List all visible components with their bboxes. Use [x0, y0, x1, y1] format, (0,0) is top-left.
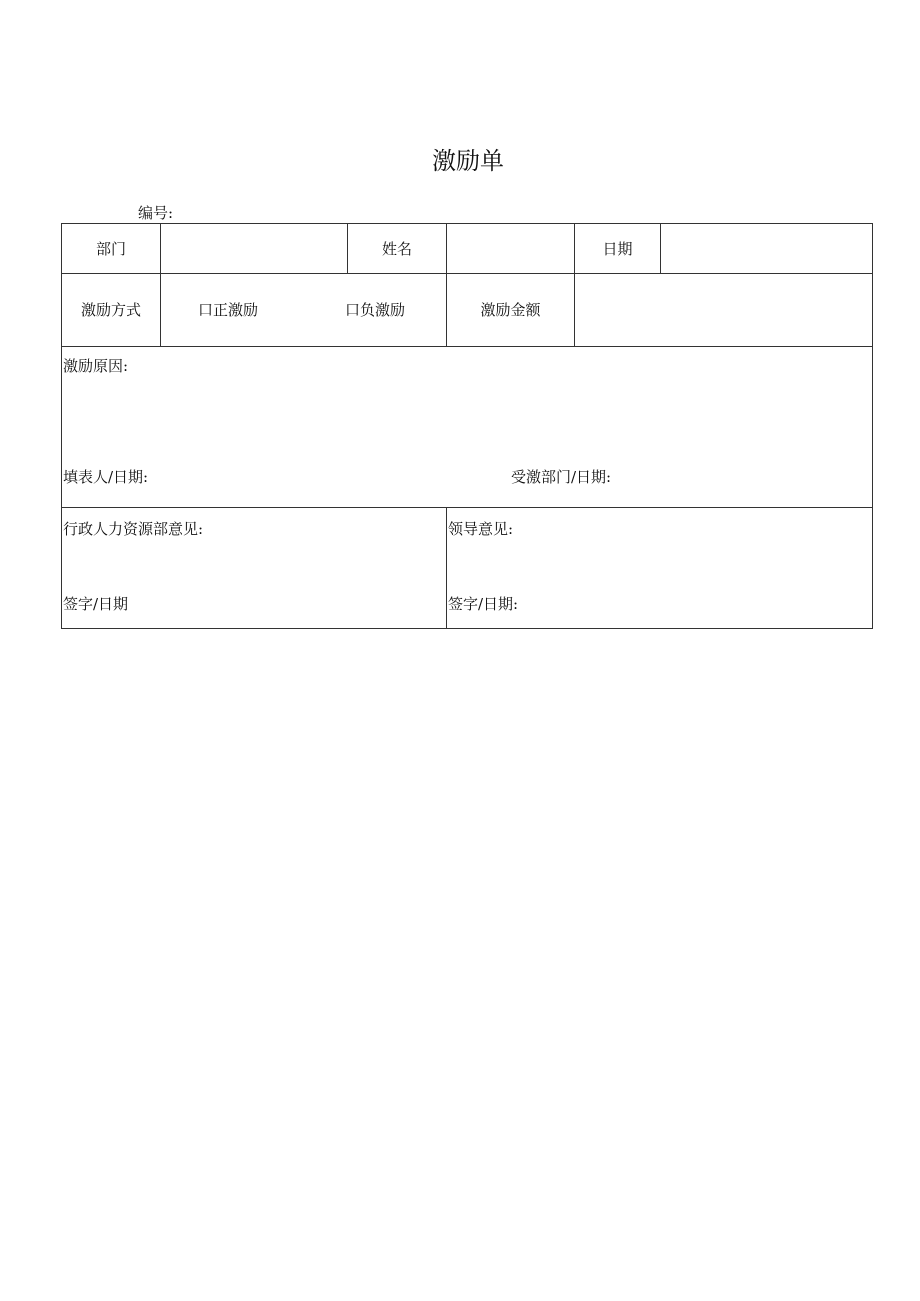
leader-signature-label: 签字/日期: — [448, 595, 519, 613]
number-label: 编号: — [138, 204, 174, 222]
row-divider-3 — [62, 507, 872, 508]
name-label: 姓名 — [381, 240, 412, 258]
filler-date-label: 填表人/日期: — [63, 468, 149, 486]
col-divider-r2-1 — [160, 273, 161, 346]
department-field[interactable] — [161, 225, 347, 272]
leader-opinion-label: 领导意见: — [448, 520, 514, 538]
method-label: 激励方式 — [80, 301, 141, 319]
hr-signature-label: 签字/日期 — [63, 595, 129, 613]
receiving-dept-date-label: 受激部门/日期: — [511, 468, 612, 486]
reason-label: 激励原因: — [63, 357, 129, 375]
name-field[interactable] — [447, 225, 574, 272]
negative-incentive-option[interactable]: 口负激励 — [345, 301, 406, 319]
amount-label: 激励金额 — [480, 301, 541, 319]
date-label: 日期 — [602, 240, 633, 258]
date-field[interactable] — [661, 225, 871, 272]
col-divider-bottom — [446, 507, 447, 628]
row-divider-2 — [62, 346, 872, 347]
form-title: 激励单 — [432, 147, 504, 175]
hr-opinion-label: 行政人力资源部意见: — [63, 520, 204, 538]
department-label: 部门 — [95, 240, 126, 258]
incentive-form-table — [61, 223, 873, 629]
positive-incentive-option[interactable]: 口正激励 — [198, 301, 259, 319]
amount-field[interactable] — [575, 274, 871, 345]
